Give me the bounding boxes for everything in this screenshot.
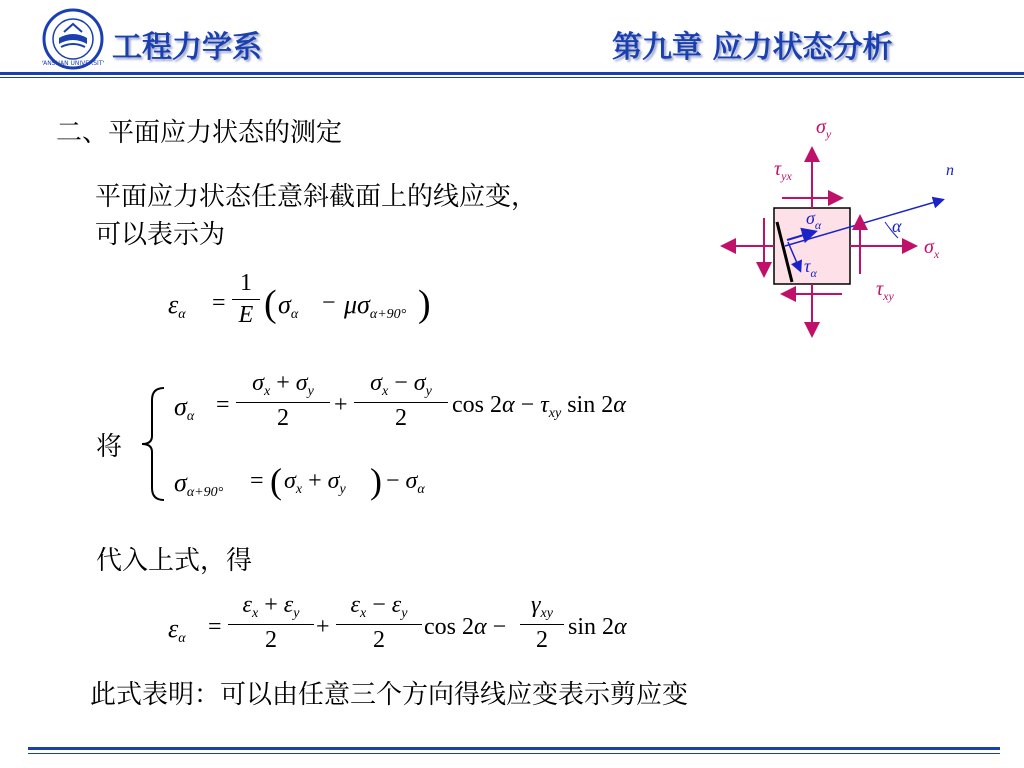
label-n: n: [946, 162, 954, 179]
conclusion-text: 此式表明：可以由任意三个方向得线应变表示剪应变: [90, 680, 689, 710]
formula-final-strain: $\varepsilon_\alpha$ = $\varepsilon_x + \varepsilon_y$ 2 + $\varepsilon_x - \varepsilon_y$ 2 cos 2α − $\gamma_{xy}$ 2 sin 2α: [168, 592, 627, 653]
header-rule: [0, 72, 1024, 75]
header-rule-thin: [0, 77, 1024, 78]
formula-sigma-alpha-90: $\sigma_{\alpha+90^\circ}$ = ( $\sigma_x + \sigma_y$ ) − $\sigma_\alpha$: [174, 461, 425, 501]
footer-rule: [28, 747, 1000, 750]
label-tau-alpha: $\tau_\alpha$: [804, 256, 817, 280]
label-alpha: α: [892, 216, 902, 236]
footer-rule-thin: [28, 753, 1000, 754]
label-jiang: 将: [96, 432, 123, 462]
label-tau-xy: $\tau_{xy}$: [876, 278, 894, 303]
formula-sigma-alpha: $\sigma_\alpha$ = $\sigma_x + \sigma_y$ 2 + $\sigma_x - \sigma_y$ 2 $\cos 2\alpha - \tau_{xy}$ sin 2α: [174, 370, 626, 431]
label-sigma-y: $\sigma_y$: [816, 116, 832, 141]
label-sigma-x: $\sigma_x$: [924, 236, 940, 261]
label-tau-yx: $\tau_{yx}$: [774, 158, 792, 183]
formula-strain-definition: $\varepsilon_\alpha$ = 1 E ( $\sigma_\alpha$ − $\mu\sigma_{\alpha+90^\circ}$ ): [168, 270, 431, 328]
logo-emblem-icon: [42, 8, 104, 70]
label-sigma-alpha: $\sigma_\alpha$: [806, 208, 822, 232]
chapter-title: 第九章 应力状态分析: [612, 30, 893, 65]
department-title: 工程力学系: [112, 30, 262, 65]
intro-line-2: 可以表示为: [95, 220, 226, 250]
university-logo: [42, 8, 104, 70]
label-substitute: 代入上式，得: [96, 546, 253, 576]
stress-element-diagram: [720, 110, 1000, 340]
intro-line-1: 平面应力状态任意斜截面上的线应变，: [95, 182, 538, 212]
left-brace: [138, 384, 168, 508]
section-heading: 二、平面应力状态的测定: [56, 118, 343, 148]
logo-text: YANSHAN UNIVERSITY: [42, 60, 104, 67]
